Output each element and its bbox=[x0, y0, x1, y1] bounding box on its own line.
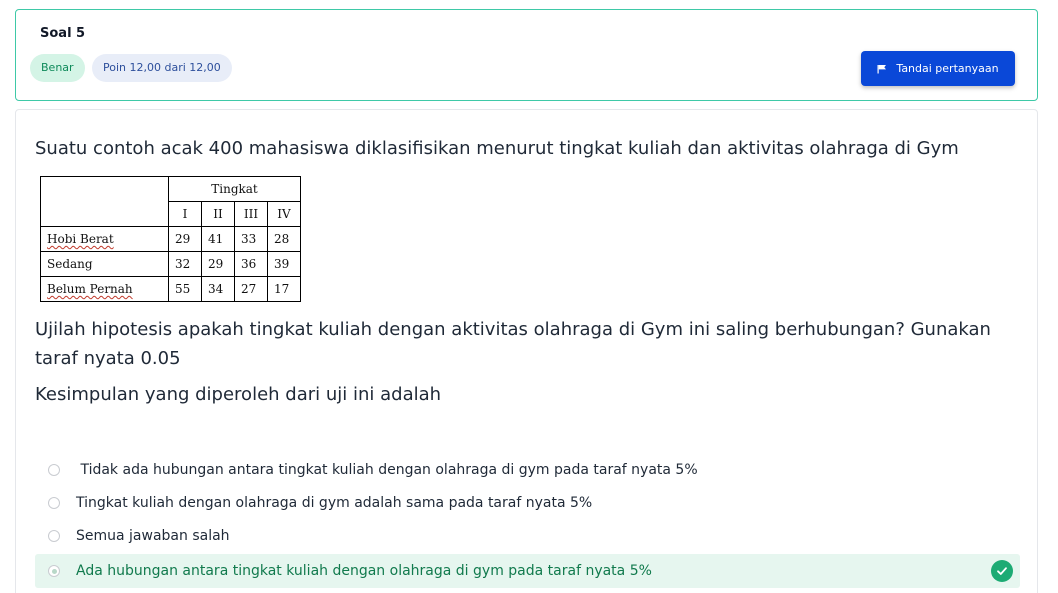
answer-option-label: Semua jawaban salah bbox=[76, 527, 230, 544]
table-group-header: Tingkat bbox=[169, 177, 301, 202]
radio-button[interactable] bbox=[48, 530, 60, 542]
answer-option-correct[interactable] bbox=[35, 554, 1020, 588]
check-icon bbox=[991, 560, 1013, 582]
contingency-table bbox=[40, 176, 301, 302]
answer-option[interactable] bbox=[35, 486, 1020, 519]
question-prompt-line1: Ujilah hipotesis apakah tingkat kuliah dengan aktivitas olahraga di Gym ini saling berhubungan? Gunakan bbox=[35, 319, 991, 340]
table-cell: 32 bbox=[169, 252, 202, 277]
conclusion-prompt: Kesimpulan yang diperoleh dari uji ini adalah bbox=[35, 384, 442, 405]
table-col-header: I bbox=[169, 202, 202, 227]
table-row-label: Hobi Berat bbox=[41, 227, 169, 252]
answer-options bbox=[35, 453, 1020, 588]
table-cell: 34 bbox=[202, 277, 235, 302]
table-cell: 55 bbox=[169, 277, 202, 302]
table-cell: 29 bbox=[169, 227, 202, 252]
table-cell: 17 bbox=[268, 277, 301, 302]
table-cell: 36 bbox=[235, 252, 268, 277]
table-row-label: Belum Pernah bbox=[41, 277, 169, 302]
table-cell: 39 bbox=[268, 252, 301, 277]
question-header-card bbox=[15, 9, 1038, 101]
table-col-header: II bbox=[202, 202, 235, 227]
answer-option-label: Tingkat kuliah dengan olahraga di gym adalah sama pada taraf nyata 5% bbox=[76, 494, 593, 511]
table-row-label: Sedang bbox=[41, 252, 169, 277]
question-number: Soal 5 bbox=[40, 26, 86, 41]
answer-option[interactable] bbox=[35, 453, 1020, 486]
question-intro: Suatu contoh acak 400 mahasiswa diklasifisikan menurut tingkat kuliah dan aktivitas olahraga di Gym bbox=[35, 138, 959, 159]
radio-button[interactable] bbox=[48, 497, 60, 509]
table-cell: 27 bbox=[235, 277, 268, 302]
table-row bbox=[41, 227, 301, 252]
table-cell: 41 bbox=[202, 227, 235, 252]
question-card bbox=[15, 109, 1038, 593]
flag-question-label: Tandai pertanyaan bbox=[896, 62, 999, 75]
table-col-header: III bbox=[235, 202, 268, 227]
table-cell: 28 bbox=[268, 227, 301, 252]
table-cell: 29 bbox=[202, 252, 235, 277]
answer-option-label: Ada hubungan antara tingkat kuliah dengan olahraga di gym pada taraf nyata 5% bbox=[76, 563, 652, 579]
table-col-header: IV bbox=[268, 202, 301, 227]
answer-option[interactable] bbox=[35, 519, 1020, 552]
status-badge: Benar bbox=[30, 54, 85, 82]
answer-option-label: Tidak ada hubungan antara tingkat kuliah dengan olahraga di gym pada taraf nyata 5% bbox=[76, 461, 698, 478]
radio-button[interactable] bbox=[48, 464, 60, 476]
table-row bbox=[41, 252, 301, 277]
flag-question-button[interactable] bbox=[861, 51, 1015, 86]
points-badge: Poin 12,00 dari 12,00 bbox=[92, 54, 232, 82]
radio-button-selected[interactable] bbox=[48, 565, 60, 577]
flag-icon bbox=[877, 64, 887, 74]
table-row bbox=[41, 277, 301, 302]
table-cell: 33 bbox=[235, 227, 268, 252]
question-prompt-line2: taraf nyata 0.05 bbox=[35, 348, 181, 369]
table-corner-cell bbox=[41, 177, 169, 227]
